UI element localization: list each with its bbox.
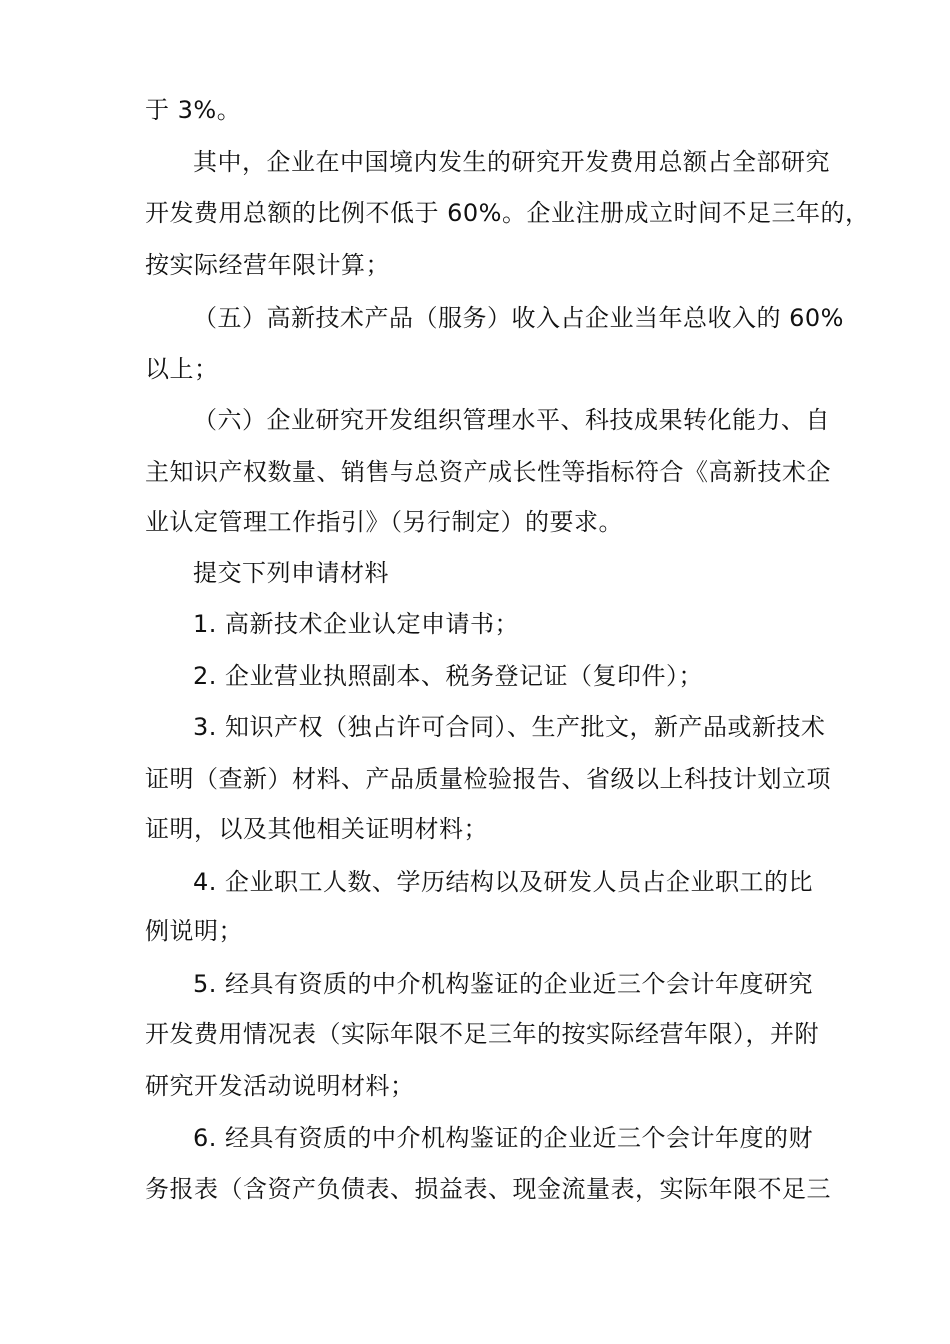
- text-line: （六）企业研究开发组织管理水平、科技成果转化能力、自: [193, 406, 830, 434]
- text-line: （五）高新技术产品（服务）收入占企业当年总收入的 60%: [193, 304, 844, 332]
- text-line: 业认定管理工作指引》（另行制定）的要求。: [145, 508, 623, 536]
- text-line: 按实际经营年限计算；: [145, 251, 390, 279]
- text-line: 证明（查新）材料、产品质量检验报告、省级以上科技计划立项: [145, 765, 831, 793]
- section-heading: 提交下列申请材料: [193, 559, 389, 587]
- text-line: 开发费用总额的比例不低于 60%。企业注册成立时间不足三年的，: [145, 199, 870, 227]
- text-line: 开发费用情况表（实际年限不足三年的按实际经营年限），并附: [145, 1020, 819, 1048]
- list-item: 2. 企业营业执照副本、税务登记证（复印件）；: [193, 662, 704, 690]
- text-line: 研究开发活动说明材料；: [145, 1072, 415, 1100]
- text-line: 证明，以及其他相关证明材料；: [145, 815, 488, 843]
- list-item: 3. 知识产权（独占许可合同）、生产批文，新产品或新技术: [193, 713, 826, 741]
- list-item: 1. 高新技术企业认定申请书；: [193, 610, 520, 638]
- text-line: 以上；: [145, 355, 219, 383]
- text-line: 主知识产权数量、销售与总资产成长性等指标符合《高新技术企: [145, 458, 831, 486]
- text-line: 于 3%。: [145, 96, 242, 124]
- text-line: 例说明；: [145, 917, 243, 945]
- list-item: 6. 经具有资质的中介机构鉴证的企业近三个会计年度的财: [193, 1124, 814, 1152]
- text-line: 务报表（含资产负债表、损益表、现金流量表，实际年限不足三: [145, 1175, 831, 1203]
- list-item: 4. 企业职工人数、学历结构以及研发人员占企业职工的比: [193, 868, 814, 896]
- list-item: 5. 经具有资质的中介机构鉴证的企业近三个会计年度研究: [193, 970, 814, 998]
- text-line: 其中，企业在中国境内发生的研究开发费用总额占全部研究: [193, 148, 830, 176]
